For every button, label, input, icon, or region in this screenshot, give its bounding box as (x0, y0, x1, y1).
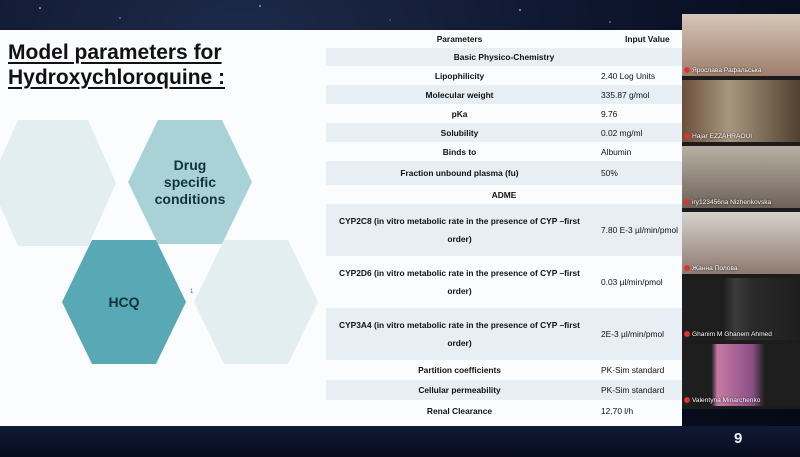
presentation-slide (0, 30, 682, 426)
section-label: ADME (491, 189, 517, 200)
value-cell: PK-Sim standard (601, 385, 665, 395)
param-cell: Renal Clearance (426, 406, 493, 416)
header-input-value: Input Value (625, 34, 670, 44)
table-header-row (326, 30, 682, 48)
table-row (326, 400, 682, 422)
header-parameters: Parameters (436, 34, 483, 44)
participant-tile[interactable] (682, 278, 800, 340)
mic-muted-icon (684, 331, 690, 337)
table-row (326, 204, 682, 256)
table-row (326, 123, 682, 142)
value-cell: 0.02 mg/ml (601, 127, 643, 138)
param-cell: Fraction unbound plasma (fu) (400, 168, 519, 178)
param-cell: Lipophilicity (434, 70, 485, 81)
value-cell: 2.40 Log Units (601, 70, 656, 81)
table-row (326, 85, 682, 104)
table-row (326, 161, 682, 185)
value-cell: 2E-3 µl/min/pmol (601, 329, 665, 339)
mic-muted-icon (684, 67, 690, 73)
hexagon-hcq (60, 238, 188, 366)
value-cell: 0.03 µl/min/pmol (601, 277, 663, 287)
table-row (326, 380, 682, 400)
param-cell: Binds to (442, 146, 477, 157)
table-row (326, 360, 682, 380)
value-cell: 9.76 (601, 108, 618, 119)
param-cell: CYP3A4 (in vitro metabolic rate in the presence of CYP –first order) (339, 320, 580, 348)
param-cell: Cellular permeability (418, 385, 501, 395)
param-cell: Solubility (440, 127, 479, 138)
participant-tile[interactable] (682, 14, 800, 76)
participant-name: Ярослава Рафальська (692, 67, 762, 74)
table-row (326, 142, 682, 161)
param-cell: CYP2D6 (in vitro metabolic rate in the presence of CYP –first order) (339, 268, 580, 296)
hexagon-left (0, 118, 118, 248)
value-cell: PK-Sim standard (601, 365, 665, 375)
model-parameters-table (326, 30, 682, 422)
param-cell: CYP2C8 (in vitro metabolic rate in the presence of CYP –first order) (339, 216, 580, 244)
mic-muted-icon (684, 265, 690, 271)
hexagon-empty (192, 238, 320, 366)
footnote-marker-10: 10 (364, 287, 371, 293)
table-row (326, 66, 682, 85)
participant-tile-active[interactable] (682, 80, 800, 142)
participant-name: iry123456na Nizhenkovska (692, 199, 772, 206)
value-cell: 50% (601, 168, 618, 178)
hcq-label: HCQ (108, 293, 140, 310)
participant-name: Valentyna Minarchenko (692, 397, 761, 404)
participant-name: Ghanim M Ghanem Ahmed (692, 331, 772, 338)
participant-tile[interactable] (682, 212, 800, 274)
drug-conditions-label: Drug specific conditions (154, 156, 226, 207)
slide-title: Model parameters for Hydroxychloroquine : (8, 41, 226, 89)
section-label: Basic Physico-Chemistry (453, 52, 555, 62)
param-cell: pKa (451, 108, 468, 119)
value-cell: 7.80 E-3 µl/min/pmol (601, 225, 678, 235)
param-cell: Partition coefficients (418, 365, 501, 375)
param-cell: Molecular weight (425, 89, 494, 100)
footnote-marker-1: 1 (190, 289, 194, 295)
slide-page-number: 9 (734, 430, 743, 447)
participant-tile[interactable] (682, 344, 800, 406)
mic-muted-icon (684, 199, 690, 205)
participant-name: Hajar EZZAHRAOUI (692, 133, 753, 140)
table-row (326, 104, 682, 123)
table-row (326, 256, 682, 308)
value-cell: 335.87 g/mol (601, 89, 650, 100)
mic-muted-icon (684, 397, 690, 403)
footer-band (0, 426, 800, 457)
value-cell: Albumin (601, 146, 632, 157)
section-row (326, 185, 682, 204)
participant-name: Жанна Полова (692, 265, 738, 272)
mic-muted-icon (684, 133, 690, 139)
value-cell: 12,70 l/h (601, 406, 634, 416)
participant-tile[interactable] (682, 146, 800, 208)
section-row (326, 48, 682, 66)
table-row (326, 308, 682, 360)
hexagon-drug-conditions (126, 118, 254, 246)
